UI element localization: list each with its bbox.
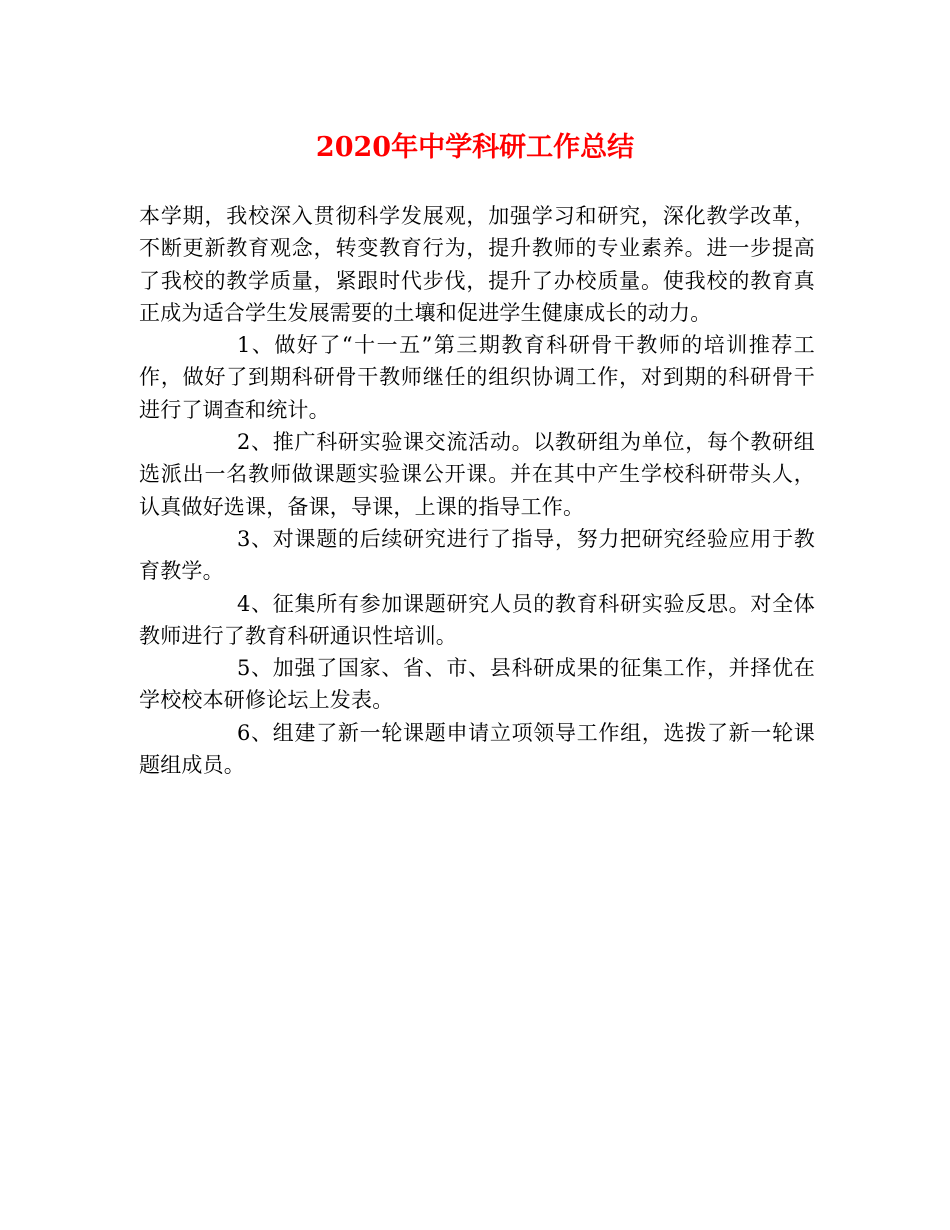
item-paragraph-6: 6、组建了新一轮课题申请立项领导工作组，选拨了新一轮课题组成员。: [139, 720, 815, 778]
item-paragraph-5: 5、加强了国家、省、市、县科研成果的征集工作，并择优在学校校本研修论坛上发表。: [139, 656, 815, 713]
item-paragraph-2: 2、推广科研实验课交流活动。以教研组为单位，每个教研组选派出一名教师做课题实验课公开课。并在其中产生学校科研带头人，认真做好选课，备课，导课，上课的指导工作。: [139, 430, 815, 519]
item-paragraph-4: 4、征集所有参加课题研究人员的教育科研实验反思。对全体教师进行了教育科研通识性培训。: [139, 591, 815, 648]
intro-paragraph: 本学期，我校深入贯彻科学发展观，加强学习和研究，深化教学改革，不断更新教育观念，转变教育行为，提升教师的专业素养。进一步提高了我校的教学质量，紧跟时代步伐，提升了办校质量。使我校的教育真正成为适合学生发展需要的土壤和促进学生健康成长的动力。: [139, 204, 815, 325]
item-paragraph-3: 3、对课题的后续研究进行了指导，努力把研究经验应用于教育教学。: [139, 526, 815, 584]
document-title: 2020年中学科研工作总结: [315, 132, 635, 163]
document-body: [139, 200, 815, 781]
item-paragraph-1: 1、做好了“十一五”第三期教育科研骨干教师的培训推荐工作，做好了到期科研骨干教师继任的组织协调工作，对到期的科研骨干进行了调查和统计。: [139, 333, 815, 422]
